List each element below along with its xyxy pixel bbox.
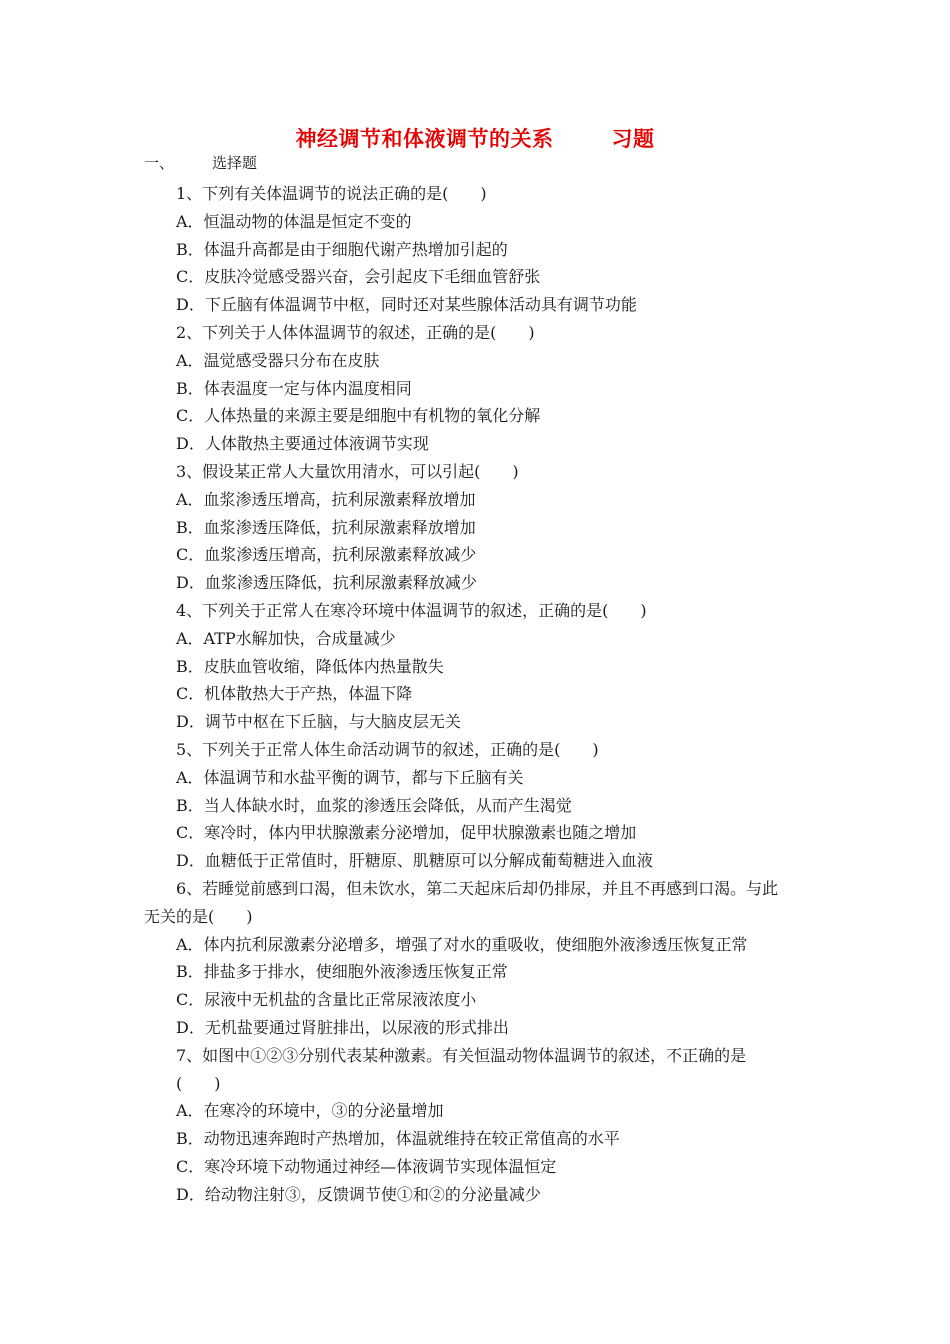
- section-label: 选择题: [212, 154, 258, 172]
- answer-option: C．尿液中无机盐的含量比正常尿液浓度小: [176, 990, 477, 1010]
- answer-option: A．血浆渗透压增高，抗利尿激素释放增加: [176, 489, 476, 509]
- title-suffix: 习题: [611, 127, 655, 151]
- question-list: [144, 180, 814, 1208]
- answer-option: D．血浆渗透压降低，抗利尿激素释放减少: [176, 573, 477, 593]
- page-title: [0, 123, 950, 153]
- answer-option: D．下丘脑有体温调节中枢，同时还对某些腺体活动具有调节功能: [176, 295, 637, 315]
- answer-option: C．机体散热大于产热，体温下降: [176, 684, 413, 704]
- answer-option: D．调节中枢在下丘脑，与大脑皮层无关: [176, 712, 461, 732]
- answer-option: C．寒冷时，体内甲状腺激素分泌增加，促甲状腺激素也随之增加: [176, 823, 637, 843]
- answer-option: A．温觉感受器只分布在皮肤: [176, 350, 380, 370]
- answer-option: A．体温调节和水盐平衡的调节，都与下丘脑有关: [176, 767, 524, 787]
- question-stem-continuation: 无关的是( ): [144, 906, 253, 926]
- answer-option: D．人体散热主要通过体液调节实现: [176, 434, 429, 454]
- answer-option: C．血浆渗透压增高，抗利尿激素释放减少: [176, 545, 477, 565]
- answer-option: B．体表温度一定与体内温度相同: [176, 378, 412, 398]
- question-stem: 2、下列关于人体体温调节的叙述，正确的是( ): [176, 322, 535, 342]
- question-stem: 5、下列关于正常人体生命活动调节的叙述，正确的是( ): [176, 739, 599, 759]
- answer-option: D．无机盐要通过肾脏排出，以尿液的形式排出: [176, 1017, 509, 1037]
- answer-option: B．当人体缺水时，血浆的渗透压会降低，从而产生渴觉: [176, 795, 572, 815]
- answer-option: B．排盐多于排水，使细胞外液渗透压恢复正常: [176, 962, 508, 982]
- question-stem: 7、如图中①②③分别代表某种激素。有关恒温动物体温调节的叙述，不正确的是: [176, 1045, 747, 1065]
- answer-option: B．动物迅速奔跑时产热增加，体温就维持在较正常值高的水平: [176, 1129, 620, 1149]
- answer-option: D．给动物注射③，反馈调节使①和②的分泌量减少: [176, 1184, 541, 1204]
- question-stem: 6、若睡觉前感到口渴，但未饮水，第二天起床后却仍排尿，并且不再感到口渴。与此: [176, 878, 779, 898]
- title-main: 神经调节和体液调节的关系: [295, 127, 554, 151]
- answer-option: B．血浆渗透压降低，抗利尿激素释放增加: [176, 517, 476, 537]
- answer-option: C．寒冷环境下动物通过神经—体液调节实现体温恒定: [176, 1156, 557, 1176]
- question-stem: 3、假设某正常人大量饮用清水，可以引起( ): [176, 461, 519, 481]
- section-heading: [144, 152, 257, 173]
- question-stem: 4、下列关于正常人在寒冷环境中体温调节的叙述，正确的是( ): [176, 600, 647, 620]
- answer-option: C．人体热量的来源主要是细胞中有机物的氧化分解: [176, 406, 541, 426]
- answer-option: B．皮肤血管收缩，降低体内热量散失: [176, 656, 444, 676]
- question-stem: 1、下列有关体温调节的说法正确的是( ): [176, 184, 487, 203]
- answer-option: A．体内抗利尿激素分泌增多，增强了对水的重吸收，使细胞外液渗透压恢复正常: [176, 934, 748, 954]
- answer-blank: ( ): [176, 1073, 221, 1093]
- answer-option: A．ATP水解加快，合成量减少: [176, 628, 396, 648]
- section-number: 一、: [144, 154, 175, 172]
- answer-option: A．在寒冷的环境中，③的分泌量增加: [176, 1101, 444, 1121]
- answer-option: B．体温升高都是由于细胞代谢产热增加引起的: [176, 239, 508, 259]
- answer-option: A．恒温动物的体温是恒定不变的: [176, 211, 412, 231]
- answer-option: C．皮肤冷觉感受器兴奋，会引起皮下毛细血管舒张: [176, 267, 541, 287]
- answer-option: D．血糖低于正常值时，肝糖原、肌糖原可以分解成葡萄糖进入血液: [176, 851, 653, 871]
